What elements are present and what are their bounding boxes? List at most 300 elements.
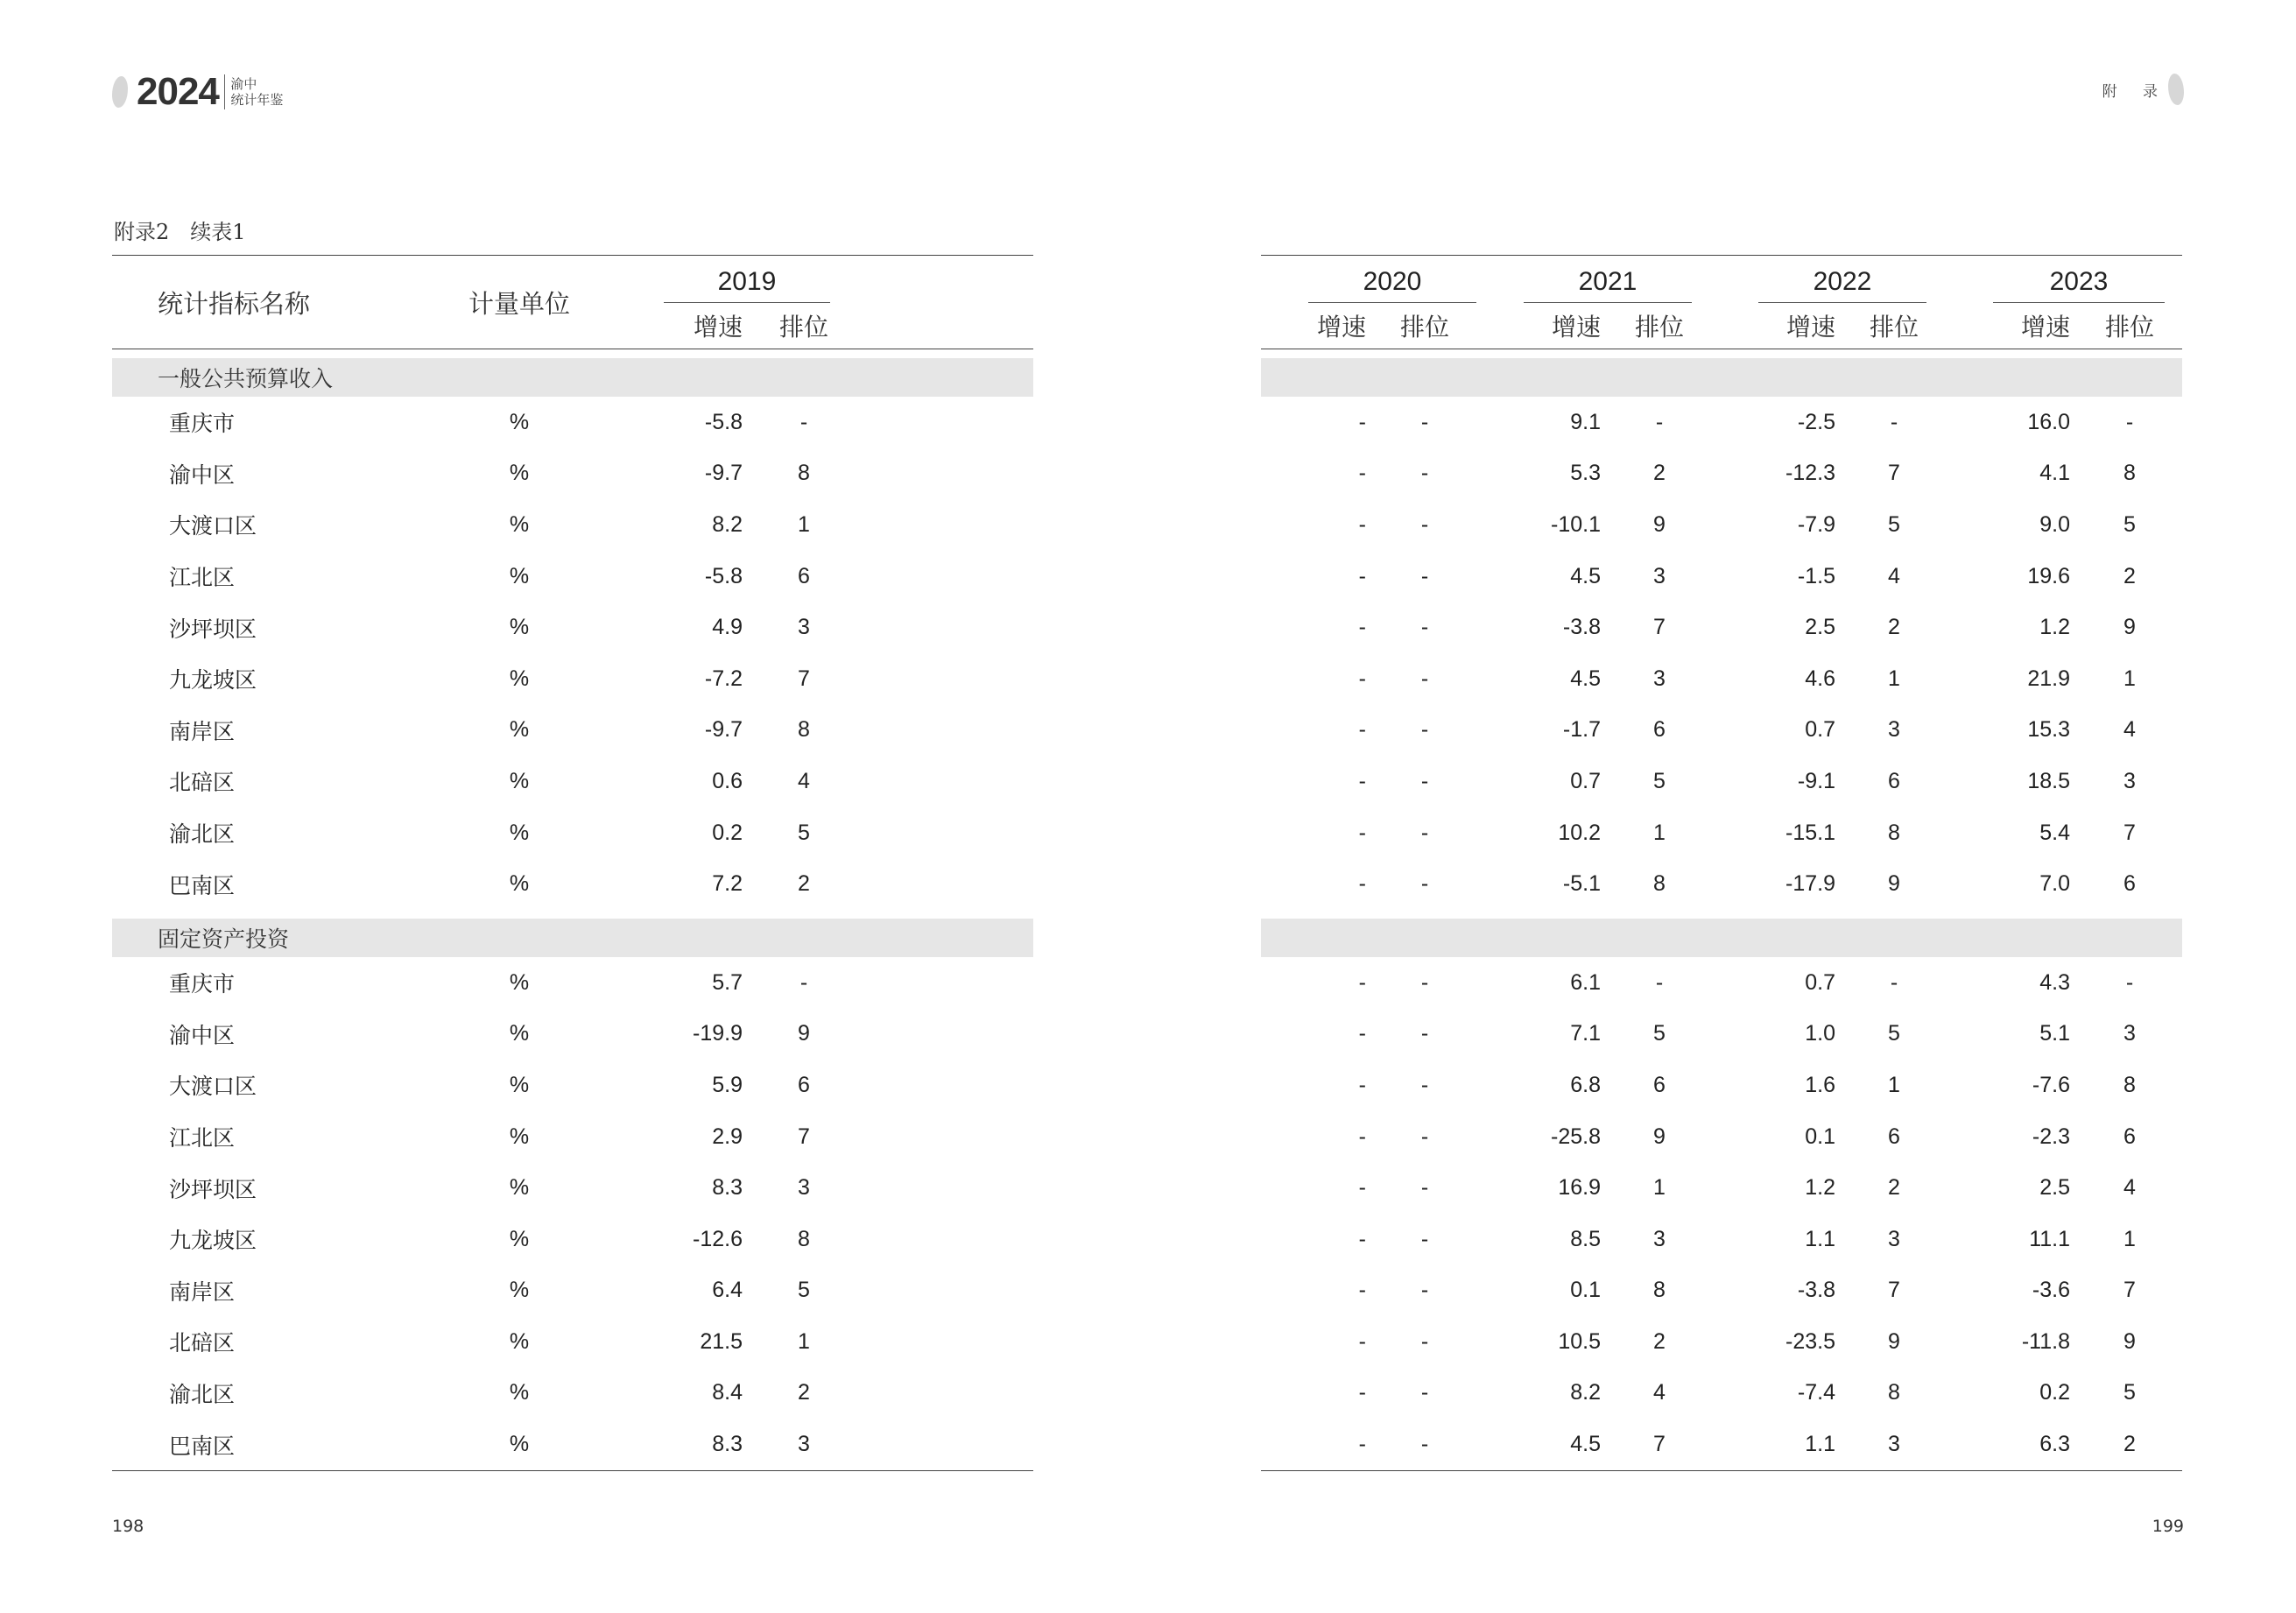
table-row [112,551,1033,602]
row-name: 南岸区 [169,718,236,744]
cell-speed-2021: -3.8 [1562,615,1601,640]
table-row [1261,448,2182,500]
row-unit: % [509,461,530,486]
table-row [1261,1368,2182,1419]
cell-rank-2022: 5 [1888,511,1900,537]
row-unit: % [509,563,530,588]
header-subtitle-line2: 统计年鉴 [230,92,284,108]
section-row [112,358,1033,397]
cell-rank-2021: 5 [1653,768,1666,793]
row-unit: % [509,511,530,537]
row-unit: % [509,1123,530,1149]
row-name: 渝中区 [169,1022,236,1048]
cell-rank-2019: 3 [798,615,810,640]
cell-speed-2023: 7.0 [2039,871,2070,897]
cell-speed-2019: -19.9 [693,1021,743,1046]
cell-rank-2023: 9 [2123,615,2136,640]
cell-rank-2021: 2 [1653,461,1666,486]
table-row [1261,1060,2182,1111]
cell-speed-2023: -7.6 [2032,1072,2070,1097]
cell-rank-2021: 5 [1653,1021,1666,1046]
cell-rank-2021: 4 [1653,1380,1666,1405]
cell-speed-2023: 2.5 [2039,1175,2070,1201]
cell-speed-2022: -1.5 [1797,563,1835,588]
row-name: 渝北区 [169,1381,236,1407]
table-row [1261,1419,2182,1470]
cell-speed-2020: - [1358,768,1366,793]
section-row [112,919,1033,957]
cell-rank-2019: 8 [798,1226,810,1251]
cell-rank-2023: 1 [2123,666,2136,691]
cell-rank-2020: - [1420,820,1429,845]
section-header [2102,74,2184,105]
cell-speed-2021: 0.1 [1570,1278,1601,1303]
cell-rank-2020: - [1420,1021,1429,1046]
subheader-rank: 排位 [778,313,828,342]
cell-speed-2023: -11.8 [2021,1328,2070,1354]
cell-speed-2023: 16.0 [2027,409,2070,434]
row-unit: % [509,969,530,995]
cell-speed-2023: 18.5 [2027,768,2070,793]
cell-speed-2020: - [1358,615,1366,640]
subheader-speed: 增速 [693,313,743,342]
row-unit: % [509,1278,530,1303]
cell-speed-2020: - [1358,820,1366,845]
cell-speed-2019: 8.4 [712,1380,743,1405]
cell-rank-2022: 3 [1888,1432,1900,1457]
cell-rank-2021: 7 [1653,615,1666,640]
cell-rank-2023: 9 [2123,1328,2136,1354]
cell-speed-2022: -15.1 [1785,820,1835,845]
cell-rank-2021: 3 [1653,666,1666,691]
cell-rank-2019: 6 [798,563,810,588]
table-row [112,1214,1033,1265]
cell-rank-2020: - [1420,871,1429,897]
section-title: 附 录 [2102,82,2168,101]
cell-speed-2020: - [1358,511,1366,537]
year-header-2022: 2022 [1711,256,1946,304]
cell-speed-2022: -7.9 [1797,511,1835,537]
row-name: 渝中区 [169,461,236,488]
cell-rank-2021: - [1655,969,1664,995]
cell-rank-2019: 2 [798,871,810,897]
cell-speed-2022: 1.1 [1805,1432,1835,1457]
table-right [1261,255,2182,1471]
cell-rank-2022: 7 [1888,461,1900,486]
cell-speed-2022: -9.1 [1797,768,1835,793]
column-header-unit: 计量单位 [468,288,570,319]
cell-rank-2020: - [1420,1278,1429,1303]
cell-speed-2019: -7.2 [704,666,743,691]
table-row [1261,551,2182,602]
cell-speed-2021: 8.2 [1570,1380,1601,1405]
cell-speed-2021: 6.8 [1570,1072,1601,1097]
row-name: 江北区 [169,565,236,591]
table-row [112,1368,1033,1419]
cell-speed-2022: -12.3 [1785,461,1835,486]
table-row [112,1316,1033,1368]
cell-speed-2019: -9.7 [704,461,743,486]
row-name: 北碚区 [169,770,236,796]
row-unit: % [509,717,530,743]
cell-speed-2021: 7.1 [1570,1021,1601,1046]
row-unit: % [509,1021,530,1046]
table-row [112,858,1033,910]
row-unit: % [509,615,530,640]
cell-rank-2019: - [799,409,808,434]
section-row [1261,358,2182,397]
cell-speed-2022: 0.1 [1805,1123,1835,1149]
cell-speed-2023: 5.4 [2039,820,2070,845]
cell-rank-2020: - [1420,1328,1429,1354]
cell-rank-2021: - [1655,409,1664,434]
cell-speed-2023: 9.0 [2039,511,2070,537]
cell-rank-2022: 4 [1888,563,1900,588]
table-row [1261,602,2182,653]
cell-speed-2023: 19.6 [2027,563,2070,588]
table-row [1261,499,2182,551]
cell-speed-2023: 0.2 [2039,1380,2070,1405]
row-name: 九龙坡区 [169,1228,257,1254]
cell-speed-2022: 0.7 [1805,717,1835,743]
cell-rank-2020: - [1420,969,1429,995]
header-subtitle-line1: 渝中 [230,76,257,92]
cell-rank-2022: 1 [1888,1072,1900,1097]
cell-rank-2022: 1 [1888,666,1900,691]
cell-speed-2021: 6.1 [1570,969,1601,995]
cell-rank-2022: 8 [1888,820,1900,845]
cell-speed-2022: 4.6 [1805,666,1835,691]
row-name: 渝北区 [169,821,236,848]
cell-speed-2023: 4.1 [2039,461,2070,486]
cell-rank-2019: 1 [798,1328,810,1354]
table-row [112,1060,1033,1111]
cell-speed-2023: 5.1 [2039,1021,2070,1046]
cell-rank-2020: - [1420,1432,1429,1457]
cell-speed-2021: -5.1 [1562,871,1601,897]
cell-speed-2021: 4.5 [1570,666,1601,691]
cell-speed-2019: 5.7 [712,969,743,995]
cell-speed-2022: 1.2 [1805,1175,1835,1201]
cell-rank-2022: - [1890,969,1898,995]
cell-rank-2022: 6 [1888,768,1900,793]
cell-speed-2020: - [1358,1380,1366,1405]
cell-speed-2020: - [1358,871,1366,897]
cell-speed-2019: 0.6 [712,768,743,793]
table-row [1261,1316,2182,1368]
cell-rank-2022: 7 [1888,1278,1900,1303]
cell-rank-2022: 2 [1888,615,1900,640]
table-row [112,957,1033,1009]
year-header-2021: 2021 [1476,256,1711,304]
cell-rank-2023: 6 [2123,871,2136,897]
table-row [1261,397,2182,448]
row-name: 南岸区 [169,1278,236,1305]
cell-rank-2020: - [1420,1175,1429,1201]
cell-rank-2023: - [2125,969,2134,995]
row-unit: % [509,1432,530,1457]
row-name: 巴南区 [169,872,236,898]
cell-speed-2022: 2.5 [1805,615,1835,640]
cell-speed-2020: - [1358,969,1366,995]
row-unit: % [509,1175,530,1201]
cell-rank-2021: 9 [1653,511,1666,537]
cell-speed-2022: 1.1 [1805,1226,1835,1251]
cell-rank-2022: 8 [1888,1380,1900,1405]
cell-rank-2019: 2 [798,1380,810,1405]
cell-speed-2020: - [1358,1328,1366,1354]
cell-rank-2022: 3 [1888,1226,1900,1251]
cell-rank-2021: 8 [1653,1278,1666,1303]
cell-rank-2021: 1 [1653,1175,1666,1201]
row-name: 沙坪坝区 [169,1176,257,1202]
cell-rank-2019: 3 [798,1432,810,1457]
subheader-speed: 增速 [2020,313,2070,342]
cell-speed-2022: 1.6 [1805,1072,1835,1097]
cell-speed-2021: 4.5 [1570,1432,1601,1457]
header-divider [224,74,226,109]
cell-rank-2020: - [1420,768,1429,793]
table-row [112,705,1033,757]
cell-speed-2020: - [1358,409,1366,434]
cell-rank-2019: 4 [798,768,810,793]
cell-rank-2023: 5 [2123,1380,2136,1405]
cell-speed-2021: 0.7 [1570,768,1601,793]
cell-rank-2021: 3 [1653,1226,1666,1251]
cell-rank-2021: 2 [1653,1328,1666,1354]
cell-speed-2020: - [1358,1123,1366,1149]
cell-rank-2021: 7 [1653,1432,1666,1457]
cell-rank-2020: - [1420,1072,1429,1097]
cell-speed-2021: 5.3 [1570,461,1601,486]
cell-rank-2023: 7 [2123,820,2136,845]
table-row [1261,653,2182,705]
cell-speed-2021: 8.5 [1570,1226,1601,1251]
cell-speed-2020: - [1358,666,1366,691]
table-row [1261,1214,2182,1265]
table-row [1261,858,2182,910]
cell-rank-2020: - [1420,615,1429,640]
cell-rank-2020: - [1420,666,1429,691]
cell-rank-2021: 6 [1653,717,1666,743]
cell-rank-2023: 2 [2123,563,2136,588]
cell-speed-2020: - [1358,717,1366,743]
cell-speed-2020: - [1358,1072,1366,1097]
table-row [112,499,1033,551]
section-title: 固定资产投资 [112,919,1033,957]
subheader-speed: 增速 [1316,313,1366,342]
cell-rank-2023: 2 [2123,1432,2136,1457]
row-name: 江北区 [169,1125,236,1152]
table-left [112,255,1033,1471]
table-row [112,1111,1033,1163]
subheader-rank: 排位 [1869,313,1919,342]
cell-rank-2019: 1 [798,511,810,537]
table-row [1261,957,2182,1009]
cell-rank-2021: 9 [1653,1123,1666,1149]
cell-rank-2020: - [1420,409,1429,434]
subheader-rank: 排位 [1399,313,1449,342]
cell-rank-2021: 6 [1653,1072,1666,1097]
cell-rank-2019: 9 [798,1021,810,1046]
subheader-rank: 排位 [1634,313,1684,342]
cell-speed-2020: - [1358,1226,1366,1251]
table-row [1261,1162,2182,1214]
cell-rank-2023: 4 [2123,1175,2136,1201]
cell-rank-2020: - [1420,563,1429,588]
page-number-left: 198 [112,1517,144,1536]
yearbook-header [112,70,283,114]
cell-speed-2019: 6.4 [712,1278,743,1303]
cell-rank-2019: 7 [798,1123,810,1149]
cell-speed-2023: 15.3 [2027,717,2070,743]
table-row [1261,705,2182,757]
cell-rank-2022: - [1890,409,1898,434]
table-row [112,1162,1033,1214]
cell-speed-2021: 4.5 [1570,563,1601,588]
cell-speed-2020: - [1358,1432,1366,1457]
cell-speed-2019: 8.3 [712,1432,743,1457]
cell-speed-2019: -12.6 [693,1226,743,1251]
row-unit: % [509,820,530,845]
table-row [112,1265,1033,1317]
cell-speed-2021: -1.7 [1562,717,1601,743]
row-name: 重庆市 [169,971,236,997]
cell-speed-2021: -10.1 [1551,511,1601,537]
cell-speed-2020: - [1358,1278,1366,1303]
cell-speed-2020: - [1358,1175,1366,1201]
cell-rank-2019: 7 [798,666,810,691]
cell-speed-2022: -3.8 [1797,1278,1835,1303]
cell-rank-2023: 3 [2123,1021,2136,1046]
cell-rank-2023: 1 [2123,1226,2136,1251]
cell-rank-2022: 6 [1888,1123,1900,1149]
cell-rank-2021: 3 [1653,563,1666,588]
cell-speed-2021: 10.2 [1558,820,1601,845]
cell-speed-2020: - [1358,1021,1366,1046]
cell-rank-2020: - [1420,717,1429,743]
cell-speed-2019: 8.3 [712,1175,743,1201]
cell-speed-2019: -5.8 [704,563,743,588]
cell-rank-2022: 5 [1888,1021,1900,1046]
row-unit: % [509,1380,530,1405]
row-unit: % [509,409,530,434]
section-title: 一般公共预算收入 [112,358,1033,397]
cell-speed-2022: -7.4 [1797,1380,1835,1405]
row-name: 沙坪坝区 [169,616,257,642]
cell-speed-2023: 1.2 [2039,615,2070,640]
cell-rank-2023: 8 [2123,1072,2136,1097]
cell-rank-2022: 2 [1888,1175,1900,1201]
cell-rank-2019: 8 [798,461,810,486]
cell-rank-2019: 5 [798,1278,810,1303]
cell-speed-2023: 21.9 [2027,666,2070,691]
column-header-name: 统计指标名称 [158,288,311,319]
cell-speed-2023: -3.6 [2032,1278,2070,1303]
leaf-logo-icon [112,76,128,108]
cell-speed-2022: -23.5 [1785,1328,1835,1354]
cell-speed-2022: -2.5 [1797,409,1835,434]
cell-rank-2023: 6 [2123,1123,2136,1149]
year-header-2020: 2020 [1261,256,1476,304]
row-unit: % [509,1226,530,1251]
table-row [112,653,1033,705]
table-row [112,1009,1033,1060]
cell-speed-2019: -5.8 [704,409,743,434]
header-year: 2024 [137,70,219,113]
cell-rank-2023: - [2125,409,2134,434]
cell-speed-2020: - [1358,563,1366,588]
cell-speed-2021: 9.1 [1570,409,1601,434]
cell-rank-2021: 1 [1653,820,1666,845]
cell-speed-2019: 0.2 [712,820,743,845]
table-row [1261,1111,2182,1163]
cell-rank-2023: 7 [2123,1278,2136,1303]
cell-speed-2019: 7.2 [712,871,743,897]
row-unit: % [509,768,530,793]
cell-speed-2019: -9.7 [704,717,743,743]
cell-speed-2019: 2.9 [712,1123,743,1149]
cell-speed-2021: 16.9 [1558,1175,1601,1201]
cell-rank-2020: - [1420,1123,1429,1149]
cell-rank-2020: - [1420,1226,1429,1251]
cell-rank-2022: 3 [1888,717,1900,743]
row-name: 大渡口区 [169,513,257,539]
table-row [1261,807,2182,859]
table-row [112,448,1033,500]
table-row [112,807,1033,859]
cell-speed-2019: 4.9 [712,615,743,640]
cell-rank-2023: 8 [2123,461,2136,486]
cell-rank-2019: - [799,969,808,995]
header-subtitle [230,76,283,108]
cell-rank-2020: - [1420,511,1429,537]
subheader-rank: 排位 [2104,313,2154,342]
cell-speed-2021: -25.8 [1551,1123,1601,1149]
row-unit: % [509,871,530,897]
cell-speed-2019: 21.5 [700,1328,743,1354]
cell-rank-2020: - [1420,461,1429,486]
table-row [112,602,1033,653]
table-row [1261,1265,2182,1317]
subheader-speed: 增速 [1785,313,1835,342]
row-name: 九龙坡区 [169,667,257,694]
cell-speed-2021: 10.5 [1558,1328,1601,1354]
cell-speed-2022: 1.0 [1805,1021,1835,1046]
table-row [112,1419,1033,1470]
cell-rank-2021: 8 [1653,871,1666,897]
cell-rank-2019: 8 [798,717,810,743]
cell-speed-2023: -2.3 [2032,1123,2070,1149]
page-number-right: 199 [2152,1517,2184,1536]
table-row [112,756,1033,807]
cell-speed-2023: 4.3 [2039,969,2070,995]
row-name: 重庆市 [169,411,236,437]
table-row [112,397,1033,448]
row-name: 巴南区 [169,1433,236,1459]
table-caption: 附录2 续表1 [114,220,246,244]
cell-speed-2023: 11.1 [2029,1226,2070,1251]
cell-speed-2022: -17.9 [1785,871,1835,897]
cell-rank-2019: 5 [798,820,810,845]
table-row [1261,1009,2182,1060]
cell-speed-2023: 6.3 [2039,1432,2070,1457]
subheader-speed: 增速 [1551,313,1601,342]
cell-rank-2019: 3 [798,1175,810,1201]
row-name: 北碚区 [169,1330,236,1356]
cell-speed-2019: 5.9 [712,1072,743,1097]
cell-rank-2022: 9 [1888,871,1900,897]
